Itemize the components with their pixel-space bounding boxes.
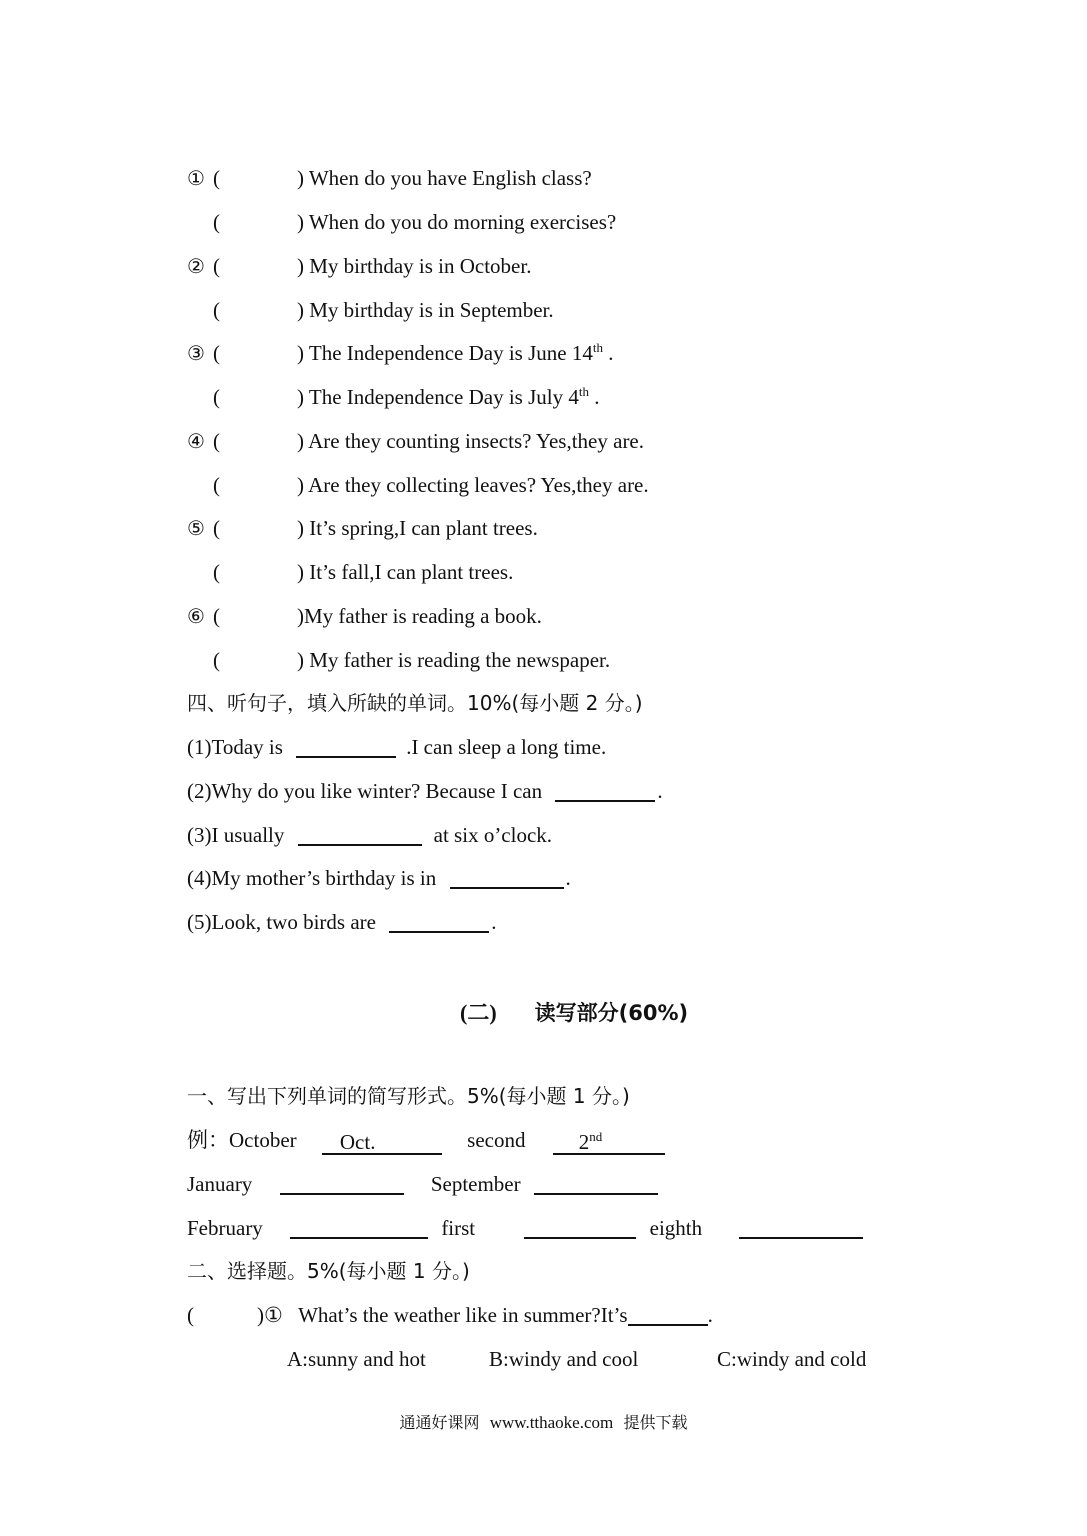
abbr-row-2 [187,1215,863,1241]
circled-number: ⑤ [187,516,205,540]
part2-title [460,996,688,1027]
sentence: )My father is reading a book. [297,604,542,628]
item-text: (4)My mother’s birthday is in [187,866,437,890]
answer-paren: ( [213,210,220,234]
answer-paren: ( [213,560,220,584]
sentence: ) My birthday is in September. [297,298,554,322]
example-label: 例：October [187,1128,297,1152]
answer-paren: ( [213,648,220,672]
circled-number: ④ [187,429,205,453]
circled-number: ③ [187,341,205,365]
answer-blank[interactable] [450,867,564,889]
fill-item-3 [187,822,552,848]
choice-heading: 二、选择题。5%(每小题 1 分。) [187,1259,470,1283]
answer-blank[interactable] [534,1173,658,1195]
sentence: ) It’s spring,I can plant trees. [297,516,538,540]
option-c[interactable]: C:windy and cold [717,1347,867,1371]
item-text: . [491,910,497,934]
pair-5-b [187,559,513,585]
question-number: )① [257,1303,283,1327]
fill-item-4 [187,865,571,891]
answer-paren: ( [213,254,220,278]
item-text: .I can sleep a long time. [406,735,607,759]
writing1-heading: 一、写出下列单词的简写形式。5%(每小题 1 分。) [187,1084,630,1108]
option-b[interactable]: B:windy and cool [489,1347,639,1371]
sentence: ) When do you do morning exercises? [297,210,617,234]
pair-5-a [187,515,538,541]
sentence: ) When do you have English class? [297,166,592,190]
pair-3-b [187,384,599,410]
part-heading: 读写部分(60%) [534,1001,689,1025]
answer-paren: ( [213,298,220,322]
word: February [187,1216,263,1240]
item-text: (2)Why do you like winter? Because I can [187,779,543,803]
circled-number: ② [187,254,205,278]
answer-paren[interactable]: ( [187,1303,194,1327]
pair-3-a [187,340,613,366]
question-text: What’s the weather like in summer?It’s [298,1303,628,1327]
ordinal-suffix: th [578,384,589,399]
answer-blank[interactable] [524,1217,636,1239]
answer-paren: ( [213,341,220,365]
answer-blank[interactable] [296,736,396,758]
choice-q1: ( )① What’s the weather like in summer?It’s . [187,1303,713,1327]
footer-note: 提供下载 [623,1413,688,1432]
fill-item-2 [187,778,663,804]
sentence: ) Are they collecting leaves? Yes,they are. [297,473,649,497]
answer-blank[interactable] [628,1304,708,1326]
fill-item-1 [187,734,606,760]
ordinal-suffix: th [592,340,603,355]
sentence-tail: . [588,385,600,409]
answer-blank[interactable] [280,1173,404,1195]
item-text: (1)Today is [187,735,283,759]
pair-1-a [187,165,592,191]
word: first [441,1216,476,1240]
page-footer [0,1410,1087,1433]
footer-site-name: 通通好课网 [399,1413,480,1432]
sentence: ) My birthday is in October. [297,254,532,278]
circled-number: ① [187,166,205,190]
pair-6-a [187,603,542,629]
sentence-tail: . [602,341,614,365]
item-text: . [657,779,663,803]
item-text: . [565,866,571,890]
section4-heading: 四、听句子，填入所缺的单词。10%(每小题 2 分。) [187,691,643,715]
answer-blank[interactable] [555,780,655,802]
part-label: (二) [460,1000,497,1025]
pair-6-b [187,647,610,673]
pair-2-a [187,253,531,279]
item-text: (5)Look, two birds are [187,910,376,934]
example-row [187,1127,665,1155]
example-word: second [467,1128,526,1152]
word: January [187,1172,253,1196]
sentence: ) My father is reading the newspaper. [297,648,611,672]
pair-4-a [187,428,644,454]
answer-paren: ( [213,385,220,409]
pair-4-b [187,472,649,498]
abbr-row-1 [187,1171,658,1197]
answer-blank[interactable] [389,911,489,933]
answer-blank[interactable] [298,824,422,846]
answer-paren: ( [213,473,220,497]
example-answer-2: 2nd [553,1129,665,1155]
answer-paren: ( [213,516,220,540]
item-text: at six o’clock. [433,823,553,847]
sentence: ) It’s fall,I can plant trees. [297,560,514,584]
footer-url[interactable]: www.tthaoke.com [489,1413,614,1432]
circled-number: ⑥ [187,604,205,628]
answer-blank[interactable] [739,1217,863,1239]
sentence: ) Are they counting insects? Yes,they are. [297,429,645,453]
answer-paren: ( [213,604,220,628]
answer-paren: ( [213,429,220,453]
item-text: (3)I usually [187,823,285,847]
option-a[interactable]: A:sunny and hot [287,1347,426,1371]
example-answer: Oct. [322,1129,442,1155]
word: September [430,1172,521,1196]
fill-item-5 [187,909,496,935]
sentence: ) The Independence Day is June 14 [297,341,593,365]
answer-paren: ( [213,166,220,190]
answer-blank[interactable] [290,1217,428,1239]
sentence: ) The Independence Day is July 4 [297,385,579,409]
pair-2-b [187,297,554,323]
pair-1-b [187,209,616,235]
word: eighth [649,1216,703,1240]
